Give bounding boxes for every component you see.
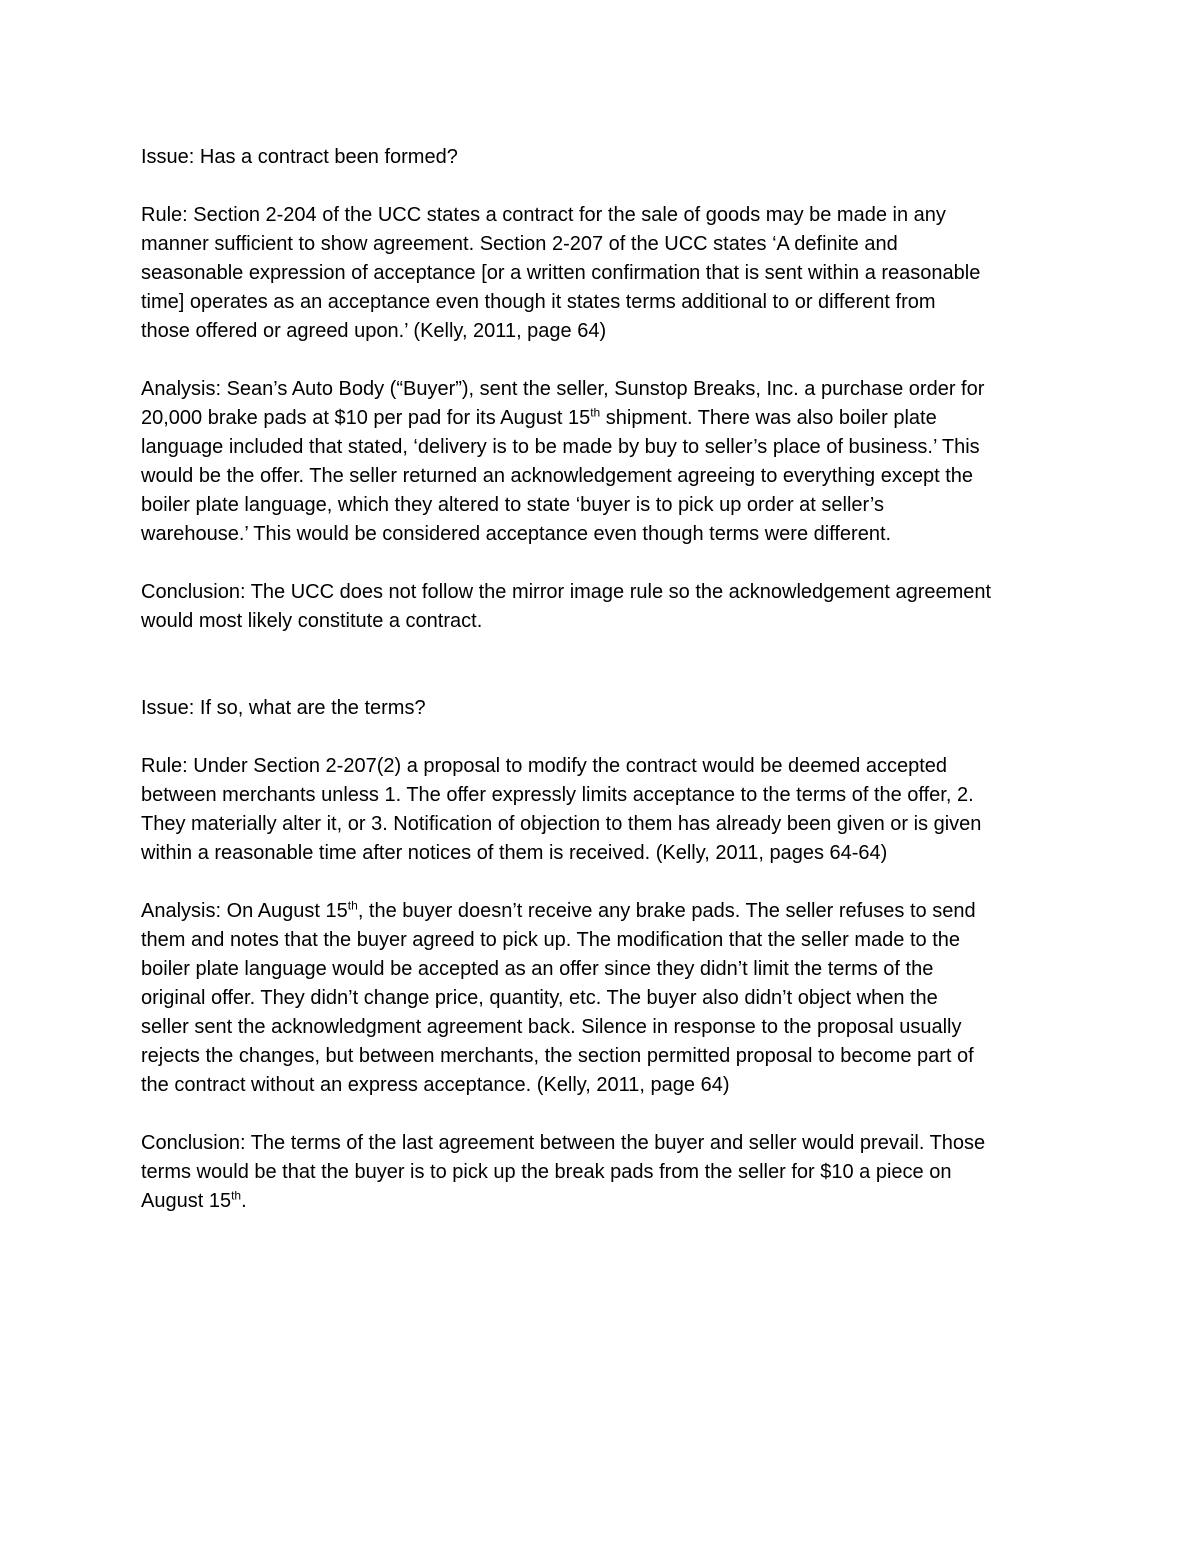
analysis-1 bbox=[141, 375, 1081, 549]
rule-1-line: manner sufficient to show agreement. Section 2-207 of the UCC states ‘A definite and bbox=[141, 233, 898, 255]
rule-1-line: time] operates as an acceptance even though it states terms additional to or different from bbox=[141, 291, 936, 313]
rule-2-line: within a reasonable time after notices of them is received. (Kelly, 2011, pages 64-64) bbox=[141, 842, 888, 864]
paragraph-gap bbox=[141, 346, 1081, 375]
analysis-2-line: the contract without an express acceptance. (Kelly, 2011, page 64) bbox=[141, 1074, 730, 1096]
analysis-1-line: boiler plate language, which they altered to state ‘buyer is to pick up order at seller’s bbox=[141, 494, 885, 516]
paragraph-gap bbox=[141, 549, 1081, 578]
rule-1 bbox=[141, 201, 1081, 346]
analysis-1-line: language included that stated, ‘delivery is to be made by buy to seller’s place of business.’ This bbox=[141, 436, 980, 458]
analysis-2-line: rejects the changes, but between merchants, the section permitted proposal to become part of bbox=[141, 1045, 974, 1067]
ordinal-suffix: th bbox=[231, 1188, 242, 1203]
analysis-2-line bbox=[141, 897, 1081, 926]
paragraph-gap bbox=[141, 1100, 1081, 1129]
issue-1 bbox=[141, 143, 1081, 172]
rule-1-line: seasonable expression of acceptance [or a written confirmation that is sent within a reasonable bbox=[141, 262, 981, 284]
rule-2-line: Rule: Under Section 2-207(2) a proposal to modify the contract would be deemed accepted bbox=[141, 755, 948, 777]
analysis-1-line: would be the offer. The seller returned an acknowledgement agreeing to everything except the bbox=[141, 465, 974, 487]
paragraph-gap bbox=[141, 172, 1081, 201]
conclusion-1-line: Conclusion: The UCC does not follow the mirror image rule so the acknowledgement agreement bbox=[141, 581, 992, 603]
conclusion-2-text: . bbox=[241, 1190, 247, 1212]
analysis-2-line: original offer. They didn’t change price, quantity, etc. The buyer also didn’t object when the bbox=[141, 987, 938, 1009]
rule-2 bbox=[141, 752, 1081, 868]
rule-2-line: between merchants unless 1. The offer expressly limits acceptance to the terms of the offer, 2. bbox=[141, 784, 974, 806]
analysis-2 bbox=[141, 897, 1081, 1100]
conclusion-2-text: August 15 bbox=[141, 1190, 232, 1212]
conclusion-1-line: would most likely constitute a contract. bbox=[141, 610, 483, 632]
ordinal-suffix: th bbox=[590, 405, 601, 420]
rule-1-line: those offered or agreed upon.’ (Kelly, 2011, page 64) bbox=[141, 320, 607, 342]
analysis-2-text: , the buyer doesn’t receive any brake pads. The seller refuses to send bbox=[357, 900, 976, 922]
rule-1-line: Rule: Section 2-204 of the UCC states a contract for the sale of goods may be made in any bbox=[141, 204, 946, 226]
conclusion-2 bbox=[141, 1129, 1081, 1216]
conclusion-2-line: terms would be that the buyer is to pick up the break pads from the seller for $10 a piece on bbox=[141, 1161, 952, 1183]
conclusion-1 bbox=[141, 578, 1081, 636]
analysis-2-line: boiler plate language would be accepted as an offer since they didn’t limit the terms of the bbox=[141, 958, 934, 980]
analysis-1-line: warehouse.’ This would be considered acceptance even though terms were different. bbox=[141, 523, 892, 545]
analysis-2-line: seller sent the acknowledgment agreement back. Silence in response to the proposal usually bbox=[141, 1016, 962, 1038]
section-gap bbox=[141, 636, 1081, 694]
analysis-2-line: them and notes that the buyer agreed to pick up. The modification that the seller made to the bbox=[141, 929, 961, 951]
issue-2 bbox=[141, 694, 1081, 723]
conclusion-2-line bbox=[141, 1187, 1081, 1216]
analysis-1-line: Analysis: Sean’s Auto Body (“Buyer”), sent the seller, Sunstop Breaks, Inc. a purchase order for bbox=[141, 378, 985, 400]
analysis-1-text: 20,000 brake pads at $10 per pad for its August 15 bbox=[141, 407, 591, 429]
rule-2-line: They materially alter it, or 3. Notification of objection to them has already been given or is given bbox=[141, 813, 982, 835]
paragraph-gap bbox=[141, 868, 1081, 897]
analysis-1-text: shipment. There was also boiler plate bbox=[600, 407, 937, 429]
analysis-1-line bbox=[141, 404, 1081, 433]
ordinal-suffix: th bbox=[347, 898, 358, 913]
issue-1-text: Issue: Has a contract been formed? bbox=[141, 146, 458, 168]
conclusion-2-line: Conclusion: The terms of the last agreement between the buyer and seller would prevail. Those bbox=[141, 1132, 986, 1154]
issue-2-text: Issue: If so, what are the terms? bbox=[141, 697, 426, 719]
document-body bbox=[141, 143, 1081, 1216]
analysis-2-text: Analysis: On August 15 bbox=[141, 900, 348, 922]
paragraph-gap bbox=[141, 723, 1081, 752]
